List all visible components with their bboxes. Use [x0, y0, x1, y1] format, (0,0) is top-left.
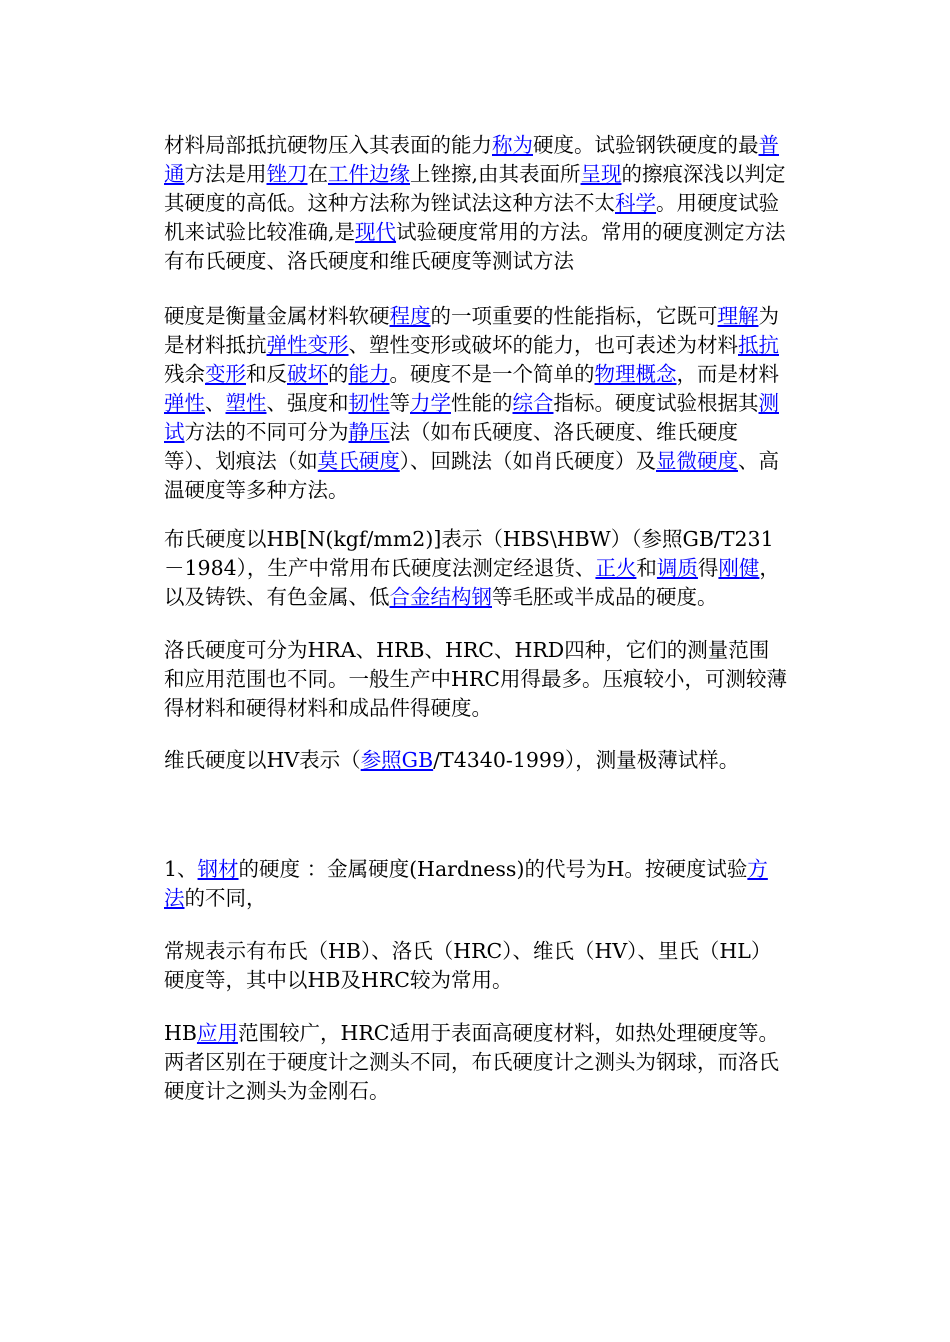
paragraph-brinell-hardness — [164, 525, 788, 612]
text-run: 上锉擦,由其表面所 — [410, 162, 581, 186]
text-run: 等 — [389, 391, 410, 415]
text-run: 方法是用 — [184, 162, 267, 186]
text-run: 、塑性变形或破坏的能力，也可表述为材料 — [348, 333, 738, 357]
text-run: 试验硬度常用的方法。常用的硬度测定方法有布氏硬度、洛氏硬度和维氏硬度等测试方法 — [164, 220, 786, 273]
paragraph-vickers-hardness — [164, 746, 788, 775]
text-run: 、强度和 — [266, 391, 349, 415]
text-run: 硬度。试验钢铁硬度的最 — [533, 133, 759, 157]
hyperlink[interactable]: 弹性变形 — [266, 333, 349, 357]
hyperlink[interactable]: 方法 — [164, 857, 768, 910]
text-run: 洛氏硬度可分为HRA、HRB、HRC、HRD四种，它们的测量范围和应用范围也不同。一般生产中HRC用得最多。压痕较小，可测较薄得材料和硬得材料和成品件得硬度。 — [164, 638, 787, 720]
text-run: 常规表示有布氏（HB）、洛氏（HRC）、维氏（HV）、里氏（HL）硬度等，其中以HB及HRC较为常用。 — [164, 939, 772, 992]
paragraph-hardness-definition — [164, 131, 788, 276]
hyperlink[interactable]: 应用 — [196, 1021, 238, 1045]
text-run: ）、回跳法（如肖氏硬度）及 — [399, 449, 656, 473]
hyperlink[interactable]: 显微硬度 — [656, 449, 738, 473]
text-run: 残余 — [164, 362, 205, 386]
paragraph-hardness-properties — [164, 302, 788, 505]
text-run: 的擦痕深浅以判定其硬度的高低。这种方法称为锉试法这种方法不太 — [164, 162, 786, 215]
text-run: 的不同， — [184, 886, 267, 910]
text-run: 、高温硬度等多种方法。 — [164, 449, 779, 502]
hyperlink[interactable]: 抵抗 — [738, 333, 779, 357]
hyperlink[interactable]: 综合 — [512, 391, 554, 415]
text-run: 。硬度不是一个简单的 — [389, 362, 595, 386]
text-run: 、 — [205, 391, 226, 415]
hyperlink[interactable]: 普通 — [164, 133, 779, 186]
text-run: 的硬度 ：金属硬度(Hardness)的代号为H。按硬度试验 — [238, 857, 748, 881]
text-run: 在 — [307, 162, 328, 186]
hyperlink[interactable]: 锉刀 — [266, 162, 308, 186]
paragraph-steel-hardness — [164, 855, 788, 913]
hyperlink[interactable]: 程度 — [389, 304, 431, 328]
text-run: 硬度是衡量金属材料软硬 — [164, 304, 390, 328]
text-run: 材料局部抵抗硬物压入其表面的能力 — [164, 133, 492, 157]
text-run: ，而是材料 — [676, 362, 779, 386]
text-run: 和 — [636, 556, 657, 580]
hyperlink[interactable]: 韧性 — [348, 391, 390, 415]
hyperlink[interactable]: 工件边缘 — [328, 162, 410, 186]
hyperlink[interactable]: 静压 — [348, 420, 390, 444]
hyperlink[interactable]: 测试 — [164, 391, 779, 444]
text-run: ，以及铸铁、有色金属、低 — [164, 556, 780, 609]
text-run: 。用硬度试验机来试验比较准确,是 — [164, 191, 779, 244]
paragraph-rockwell-hardness — [164, 636, 788, 723]
hyperlink[interactable]: 理解 — [717, 304, 759, 328]
hyperlink[interactable]: 合金结构钢 — [389, 585, 492, 609]
hyperlink[interactable]: 能力 — [348, 362, 390, 386]
text-run: /T4340-1999），测量极薄试样。 — [433, 748, 740, 772]
hyperlink[interactable]: 现代 — [355, 220, 397, 244]
hyperlink[interactable]: 塑性 — [225, 391, 267, 415]
hyperlink[interactable]: 破坏 — [287, 362, 328, 386]
text-run: 等毛胚或半成品的硬度。 — [492, 585, 718, 609]
text-run: 的一项重要的性能指标，它既可 — [430, 304, 718, 328]
text-run: 得 — [697, 556, 719, 580]
text-run: 的 — [328, 362, 349, 386]
paragraph-common-notations — [164, 937, 788, 995]
hyperlink[interactable]: 调质 — [656, 556, 698, 580]
hyperlink[interactable]: 参照GB — [360, 748, 434, 772]
text-run: 法（如布氏硬度、洛氏硬度、维氏硬度等）、划痕法（如 — [164, 420, 738, 473]
text-run: 指标。硬度试验根据其 — [553, 391, 759, 415]
text-run: 1、 — [164, 857, 198, 881]
text-run: 为是材料抵抗 — [164, 304, 779, 357]
text-run: HB — [164, 1021, 197, 1045]
paragraph-hb-hrc-difference — [164, 1019, 788, 1106]
hyperlink[interactable]: 正火 — [595, 556, 637, 580]
hyperlink[interactable]: 莫氏硬度 — [317, 449, 400, 473]
text-run: 范围较广，HRC适用于表面高硬度材料，如热处理硬度等。两者区别在于硬度计之测头不同，布氏硬度计之测头为钢球，而洛氏硬度计之测头为金刚石。 — [164, 1021, 779, 1103]
text-run: 性能的 — [451, 391, 513, 415]
hyperlink[interactable]: 称为 — [492, 133, 533, 157]
hyperlink[interactable]: 力学 — [410, 391, 451, 415]
text-run: 布氏硬度以HB[N(kgf/mm2)]表示（HBS\HBW）（参照GB/T231－1984），生产中常用布氏硬度法测定经退货、 — [164, 527, 774, 580]
hyperlink[interactable]: 钢材 — [197, 857, 239, 881]
hyperlink[interactable]: 变形 — [205, 362, 246, 386]
hyperlink[interactable]: 科学 — [615, 191, 656, 215]
hyperlink[interactable]: 刚健 — [718, 556, 760, 580]
hyperlink[interactable]: 呈现 — [580, 162, 622, 186]
text-run: 方法的不同可分为 — [184, 420, 349, 444]
hyperlink[interactable]: 物理概念 — [594, 362, 677, 386]
text-run: 和反 — [246, 362, 287, 386]
hyperlink[interactable]: 弹性 — [164, 391, 205, 415]
text-run: 维氏硬度以HV表示（ — [164, 748, 361, 772]
